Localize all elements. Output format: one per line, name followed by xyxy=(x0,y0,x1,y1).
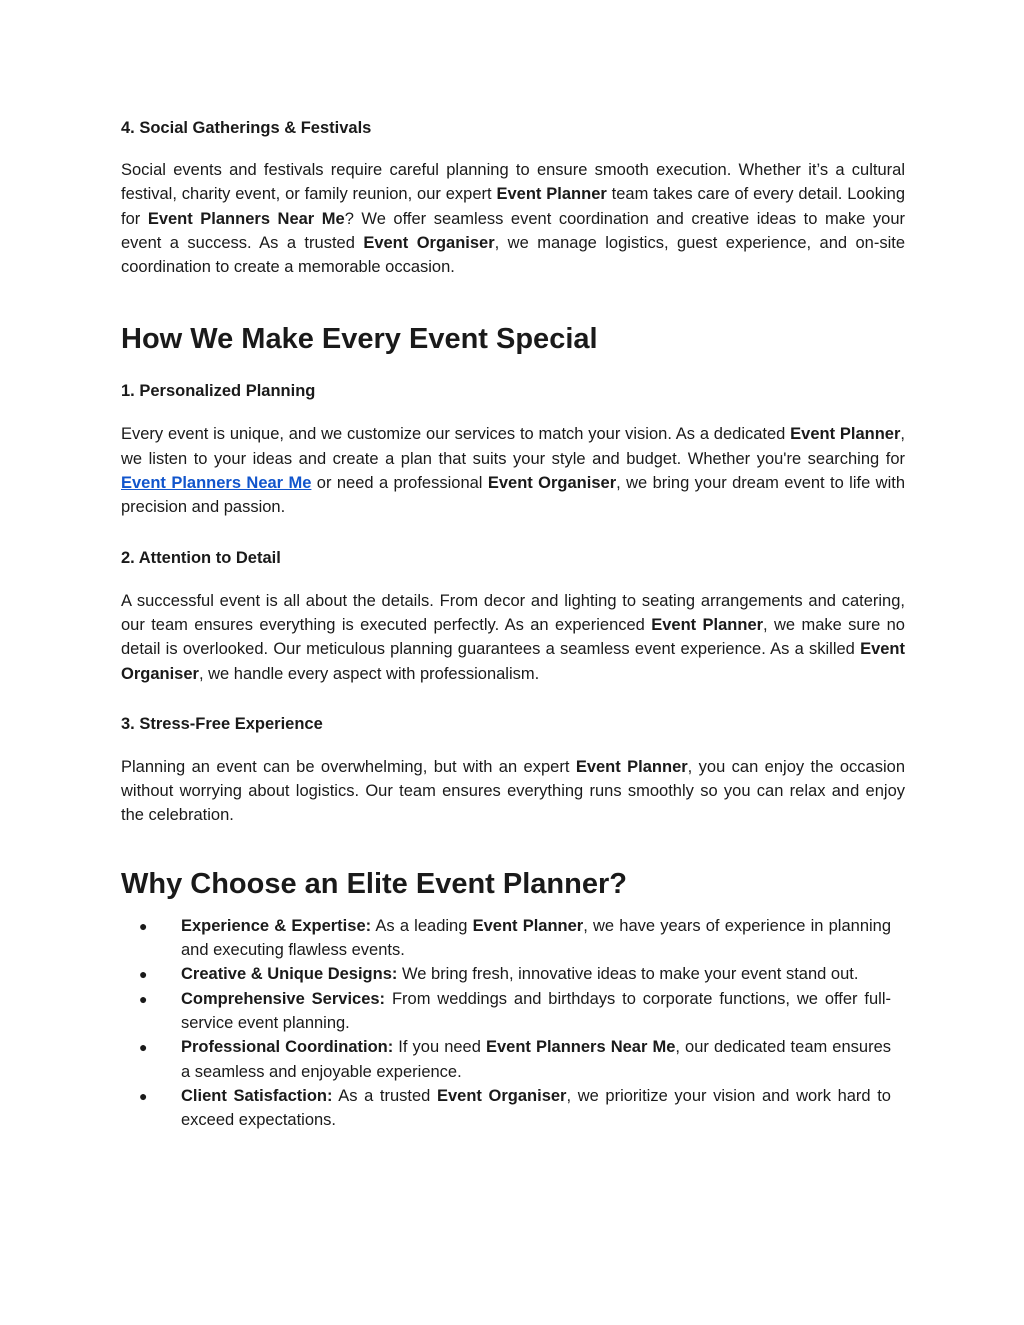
list-item-experience: ● Experience & Expertise: As a leading Event Planner, we have years of experience in planning and executing flawless events. xyxy=(121,914,891,963)
bullet-icon: ● xyxy=(139,1039,148,1056)
heading-why-choose: Why Choose an Elite Event Planner? xyxy=(121,867,627,900)
heading-how-we-make-special: How We Make Every Event Special xyxy=(121,323,598,356)
paragraph-stress-free-experience: Planning an event can be overwhelming, but with an expert Event Planner, you can enjoy the occasion without worrying about logistics. Our team ensures everything runs smoothly so you can relax and enjoy the celebration. xyxy=(121,757,905,825)
subheading-attention-to-detail: 2. Attention to Detail xyxy=(121,548,281,567)
bullet-icon: ● xyxy=(139,990,148,1007)
list-item-coordination: ● Professional Coordination: If you need Event Planners Near Me, our dedicated team ensures a seamless and enjoyable experience. xyxy=(121,1035,891,1084)
section-heading-social-gatherings: 4. Social Gatherings & Festivals xyxy=(121,119,372,137)
subheading-personalized-planning: 1. Personalized Planning xyxy=(121,382,316,401)
paragraph-personalized-planning: Every event is unique, and we customize our services to match your vision. As a dedicated Event Planner, we listen to your ideas and create a plan that suits your style and budget. Whether you're searching for Event Planners Near Me or need a professional Event Organiser, we bring your dream event to life with precision and passion. xyxy=(121,425,905,517)
bullet-icon: ● xyxy=(139,1087,148,1104)
document-page xyxy=(121,116,905,1132)
subheading-stress-free-experience: 3. Stress-Free Experience xyxy=(121,714,323,733)
bullet-icon: ● xyxy=(139,917,148,934)
event-planners-near-me-link[interactable]: Event Planners Near Me xyxy=(121,474,312,493)
list-item-satisfaction: ● Client Satisfaction: As a trusted Event Organiser, we prioritize your vision and work hard to exceed expectations. xyxy=(121,1084,891,1133)
bullet-icon: ● xyxy=(139,966,148,983)
why-choose-list xyxy=(121,914,891,1133)
paragraph-attention-to-detail: A successful event is all about the details. From decor and lighting to seating arrangements and catering, our team ensures everything is executed perfectly. As an experienced Event Planner, we make sure no detail is overlooked. Our meticulous planning guarantees a seamless event experience. As a skilled Event Organiser, we handle every aspect with professionalism. xyxy=(121,591,905,683)
paragraph-social-gatherings: Social events and festivals require careful planning to ensure smooth execution. Whether it’s a cultural festival, charity event, or family reunion, our expert Event Planner team takes care of every detail. Looking for Event Planners Near Me? We offer seamless event coordination and creative ideas to make your event a success. As a trusted Event Organiser, we manage logistics, guest experience, and on-site coordination to create a memorable occasion. xyxy=(121,161,906,277)
list-item-creative: ● Creative & Unique Designs: We bring fresh, innovative ideas to make your event stand out. xyxy=(121,962,891,986)
list-item-comprehensive: ● Comprehensive Services: From weddings and birthdays to corporate functions, we offer full-service event planning. xyxy=(121,987,891,1036)
